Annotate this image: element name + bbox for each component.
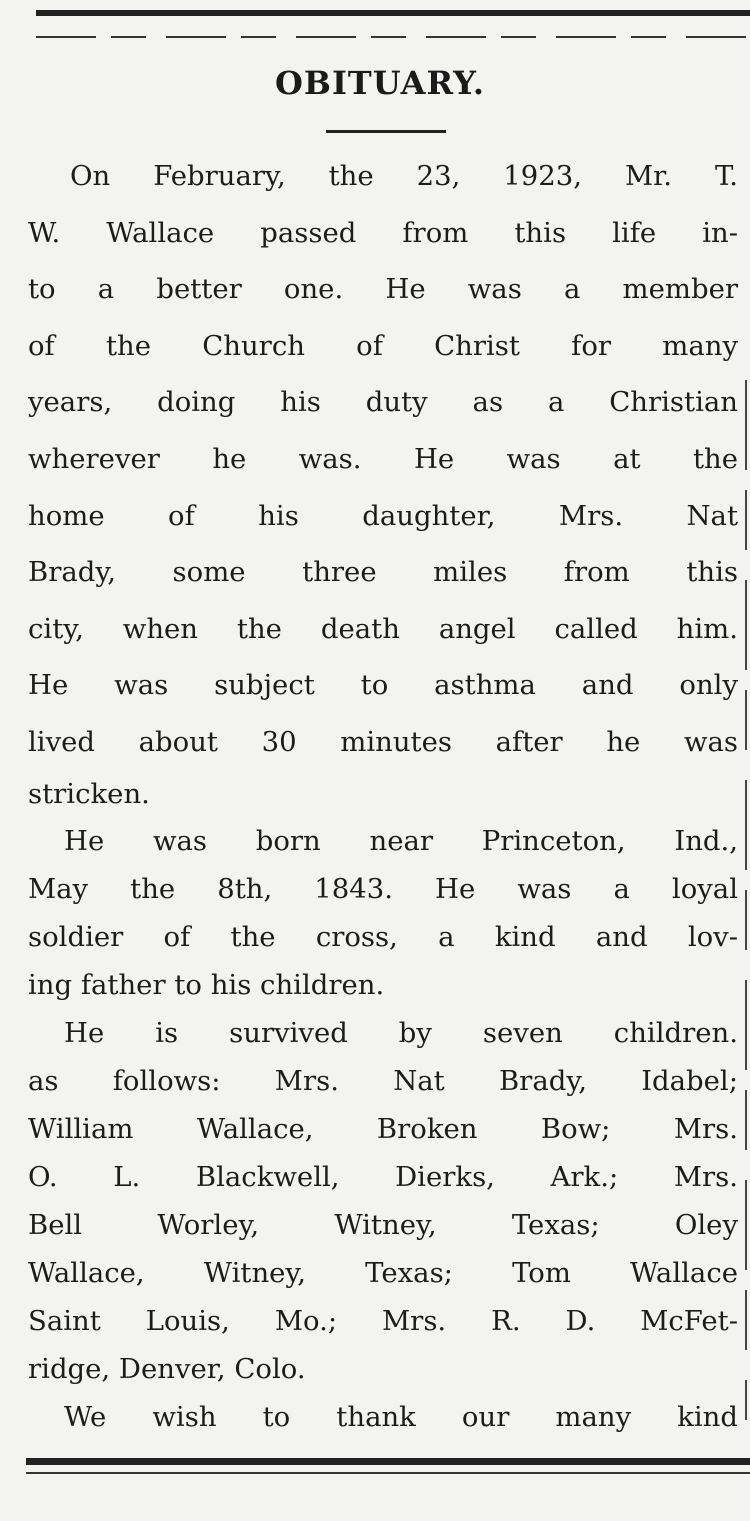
bottom-thin-rule <box>26 1472 750 1474</box>
body-line: as follows: Mrs. Nat Brady, Idabel; <box>28 1064 738 1097</box>
body-line: William Wallace, Broken Bow; Mrs. <box>28 1112 738 1145</box>
article-heading: OBITUARY. <box>275 64 485 102</box>
body-line: to a better one. He was a member <box>28 273 738 306</box>
body-line: home of his daughter, Mrs. Nat <box>28 499 738 532</box>
body-line: Bell Worley, Witney, Texas; Oley <box>28 1208 738 1241</box>
body-line: Wallace, Witney, Texas; Tom Wallace <box>28 1256 738 1289</box>
body-line: city, when the death angel called him. <box>28 612 738 645</box>
body-line: years, doing his duty as a Christian <box>28 386 738 419</box>
body-line: On February, the 23, 1923, Mr. T. <box>70 160 738 192</box>
body-line: May the 8th, 1843. He was a loyal <box>28 872 738 905</box>
body-line: soldier of the cross, a kind and lov- <box>28 920 738 953</box>
top-rule <box>36 10 750 16</box>
body-line: wherever he was. He was at the <box>28 442 738 475</box>
top-thin-rule <box>36 36 750 38</box>
article-body <box>28 148 738 1441</box>
body-line: We wish to thank our many kind <box>64 1400 738 1433</box>
body-line: He was subject to asthma and only <box>28 669 738 702</box>
body-line: Brady, some three miles from this <box>28 556 738 589</box>
body-line: He was born near Princeton, Ind., <box>64 824 738 857</box>
body-line: Saint Louis, Mo.; Mrs. R. D. McFet- <box>28 1304 738 1337</box>
body-line: ing father to his children. <box>28 968 385 1001</box>
column-rule <box>745 380 747 1420</box>
bottom-rule <box>26 1458 750 1465</box>
body-line: of the Church of Christ for many <box>28 329 738 362</box>
body-line: W. Wallace passed from this life in- <box>28 216 738 249</box>
body-line: lived about 30 minutes after he was <box>28 725 738 758</box>
body-line: O. L. Blackwell, Dierks, Ark.; Mrs. <box>28 1160 738 1193</box>
body-line: stricken. <box>28 777 150 810</box>
body-line: He is survived by seven children. <box>64 1016 738 1049</box>
body-line: ridge, Denver, Colo. <box>28 1352 306 1385</box>
heading-underline <box>326 130 446 133</box>
